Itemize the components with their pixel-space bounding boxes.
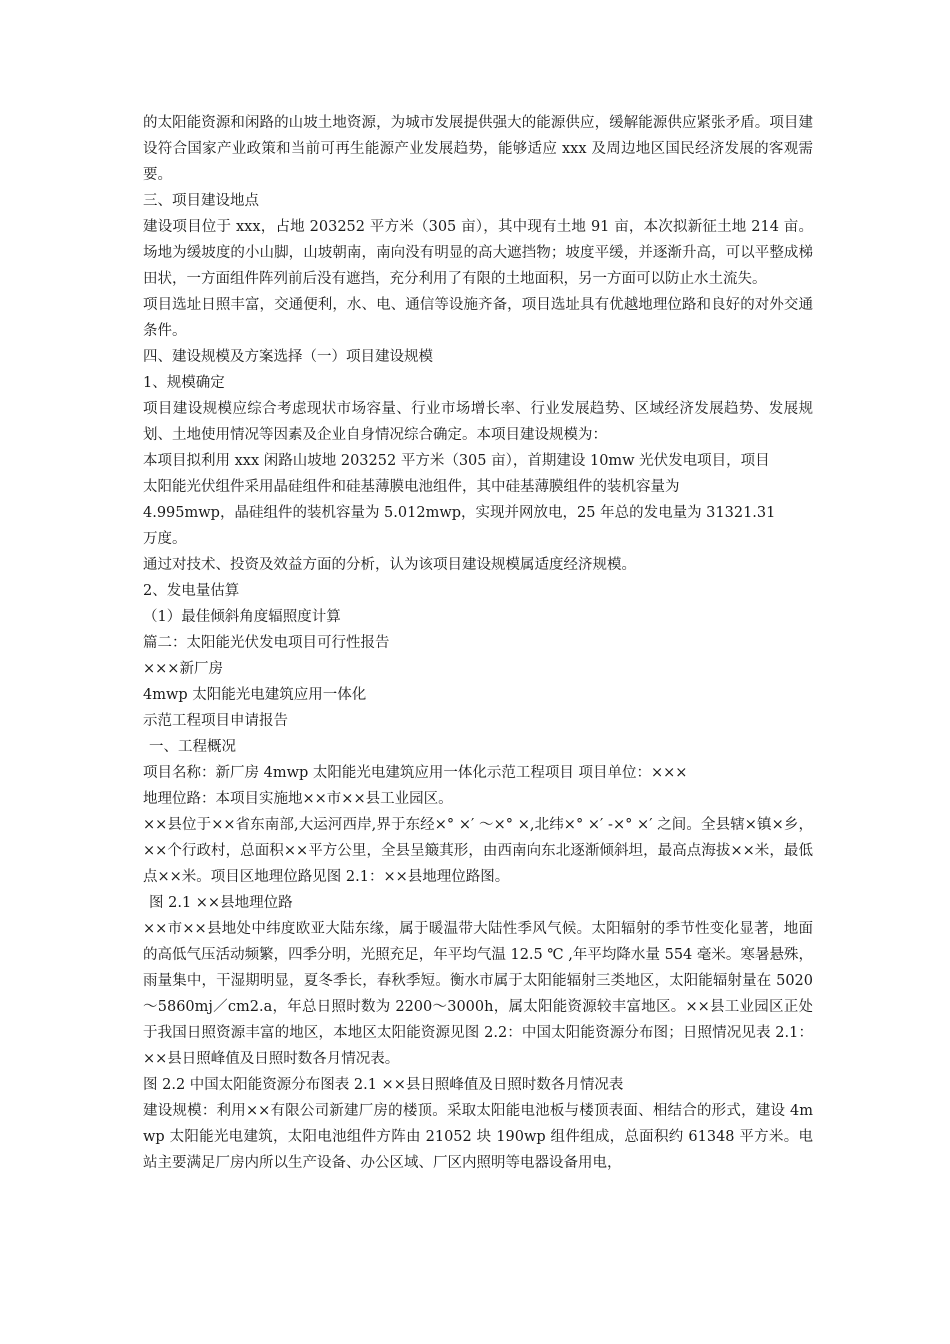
paragraph-climate: ××市××县地处中纬度欧亚大陆东缘，属于暖温带大陆性季风气候。太阳辐射的季节性变化显著，地面的高低气压活动频繁，四季分明，光照充足，年平均气温 12.5 ℃ ,年平均降水量 554 毫米。寒暑悬殊，雨量集中，干湿期明显，夏冬季长，春秋季短。衡水市属于太阳能辐射三类地区，太阳能辐射量在 5020～5860mj／cm2.a，年总日照时数为 2200～3000h，属太阳能资源较丰富地区。××县工业园区正处于我国日照资源丰富的地区，本地区太阳能资源见图 2.2：中国太阳能资源分布图；日照情况见表 2.1：××县日照峰值及日照时数各月情况表。 bbox=[143, 921, 813, 1067]
paragraph-scale-conclusion: 通过对技术、投资及效益方面的分析，认为该项目建设规模属适度经济规模。 bbox=[143, 557, 636, 573]
paragraph-construction-scale: 建设规模：利用××有限公司新建厂房的楼顶。采取太阳能电池板与楼顶表面、相结合的形式，建设 4mwp 太阳能光电建筑，太阳电池组件方阵由 21052 块 190wp 组件组成，总面积约 61348 平方米。电站主要满足厂房内所以生产设备、办公区域、厂区内照明等电器设备用电， bbox=[143, 1103, 813, 1171]
document-page bbox=[143, 110, 813, 1176]
paragraph-project-name: 项目名称：新厂房 4mwp 太阳能光电建筑应用一体化示范工程项目 项目单位：××× bbox=[143, 765, 688, 781]
paragraph-scale-basis: 项目建设规模应综合考虑现状市场容量、行业市场增长率、行业发展趋势、区域经济发展趋势、发展规划、土地使用情况等因素及企业自身情况综合确定。本项目建设规模为： bbox=[143, 401, 813, 443]
paragraph-county-description: ××县位于××省东南部,大运河西岸,界于东经×° ×′ ～×° ×,北纬×° ×′ -×° ×′ 之间。全县辖×镇×乡，××个行政村，总面积××平方公里，全县呈簸萁形，由西南向东北逐渐倾斜坦，最高点海拔××米，最低点××米。项目区地理位路见图 2.1：××县地理位路图。 bbox=[143, 817, 813, 885]
figure-caption-2-1: 图 2.1 ××县地理位路 bbox=[149, 895, 293, 911]
title-new-factory: ×××新厂房 bbox=[143, 661, 223, 677]
figure-caption-2-2: 图 2.2 中国太阳能资源分布图表 2.1 ××县日照峰值及日照时数各月情况表 bbox=[143, 1077, 624, 1093]
paragraph-resource-intro: 的太阳能资源和闲路的山坡土地资源，为城市发展提供强大的能源供应，缓解能源供应紧张矛盾。项目建设符合国家产业政策和当前可再生能源产业发展趋势，能够适应 xxx 及周边地区国民经济发展的客观需要。 bbox=[143, 115, 813, 183]
paragraph-geo-location: 地理位路：本项目实施地××市××县工业园区。 bbox=[143, 791, 453, 807]
paragraph-scale-line-1: 本项目拟利用 xxx 闲路山坡地 203252 平方米（305 亩），首期建设 10mw 光伏发电项目，项目 bbox=[143, 453, 770, 469]
heading-overview: 一、工程概况 bbox=[149, 739, 236, 755]
heading-site: 三、项目建设地点 bbox=[143, 193, 259, 209]
paragraph-scale-line-3: 4.995mwp，晶硅组件的装机容量为 5.012mwp，实现并网放电，25 年总的发电量为 31321.31 bbox=[143, 505, 776, 521]
paragraph-scale-line-2: 太阳能光伏组件采用晶硅组件和硅基薄膜电池组件，其中硅基薄膜组件的装机容量为 bbox=[143, 479, 680, 495]
heading-tilt-angle: （1）最佳倾斜角度辐照度计算 bbox=[143, 609, 341, 625]
heading-scale: 四、建设规模及方案选择（一）项目建设规模 bbox=[143, 349, 433, 365]
heading-scale-determination: 1、规模确定 bbox=[143, 375, 225, 391]
paragraph-scale-line-4: 万度。 bbox=[143, 531, 187, 547]
heading-part-two: 篇二：太阳能光伏发电项目可行性报告 bbox=[143, 635, 390, 651]
paragraph-site-conditions: 项目选址日照丰富，交通便利，水、电、通信等设施齐备，项目选址具有优越地理位路和良好的对外交通条件。 bbox=[143, 297, 813, 339]
heading-power-estimate: 2、发电量估算 bbox=[143, 583, 240, 599]
title-4mwp-integration: 4mwp 太阳能光电建筑应用一体化 bbox=[143, 687, 367, 703]
paragraph-site-location: 建设项目位于 xxx，占地 203252 平方米（305 亩），其中现有土地 91 亩，本次拟新征土地 214 亩。场地为缓坡度的小山脚，山坡朝南，南向没有明显的高大遮挡物；坡度平缓，并逐渐升高，可以平整成梯田状，一方面组件阵列前后没有遮挡，充分利用了有限的土地面积，另一方面可以防止水土流失。 bbox=[143, 219, 813, 287]
title-application-report: 示范工程项目申请报告 bbox=[143, 713, 288, 729]
